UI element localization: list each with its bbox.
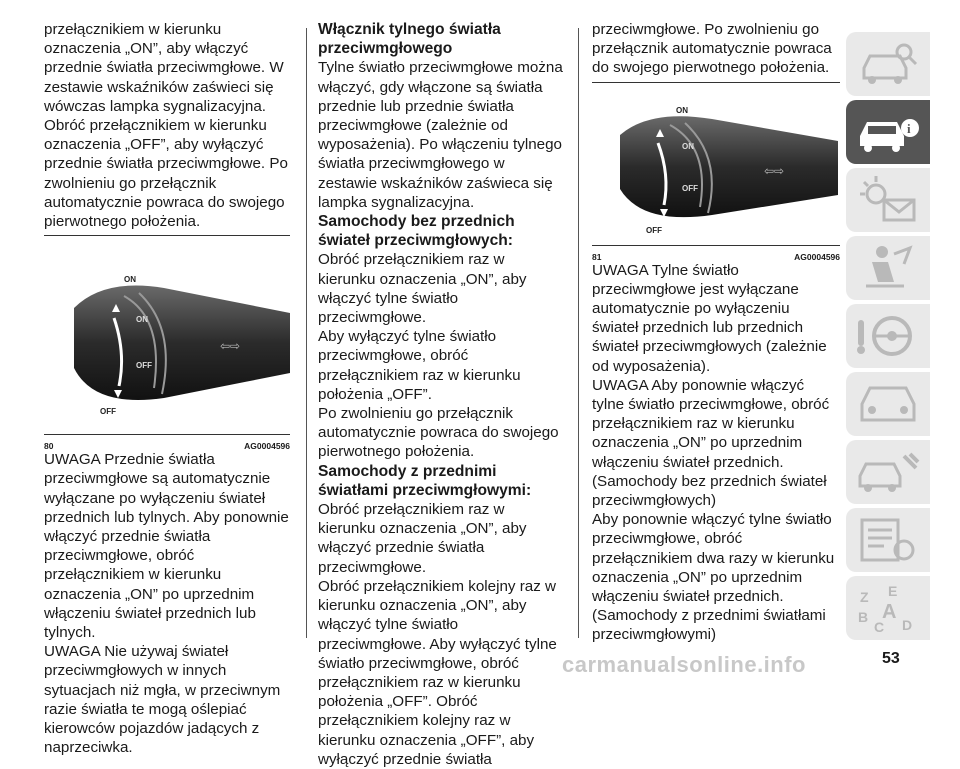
paragraph: Obróć przełącznikiem raz w kierunku oznaczenia „ON”, aby włączyć tylne światło przeciwmgłowe. xyxy=(318,251,527,327)
fog-light-lever-illustration xyxy=(592,95,838,245)
svg-text:D: D xyxy=(902,617,913,633)
svg-text:A: A xyxy=(882,601,897,623)
tab-emergency[interactable] xyxy=(846,372,930,436)
section-heading: Samochody bez przednich świateł przeciwmgłowych: xyxy=(318,213,515,250)
column-right xyxy=(592,20,840,645)
note-paragraph: UWAGA Aby ponownie włączyć tylne światło przeciwmgłowe, obróć przełącznikiem raz w kierunku oznaczenia „ON” po uprzednim włączeniu świateł przednich. (Samochody bez przednich świateł przeciwmgłowych) xyxy=(592,376,830,510)
tab-car-info[interactable] xyxy=(846,100,930,164)
airbag-seat-icon xyxy=(854,242,922,294)
column-divider xyxy=(306,28,307,638)
warning-lights-envelope-icon xyxy=(854,174,922,226)
note-paragraph: UWAGA Tylne światło przeciwmgłowe jest wyłączane automatycznie po wyłączeniu świateł przednich lub przednich świateł przeciwmgłowych (zależnie od wyposażenia). xyxy=(592,261,827,375)
tab-starting-driving[interactable] xyxy=(846,304,930,368)
page-number: 53 xyxy=(882,650,900,667)
svg-text:i: i xyxy=(907,121,911,136)
paragraph: Obróć przełącznikiem raz w kierunku oznaczenia „ON”, aby włączyć przednie światła przeciwmgłowe. xyxy=(318,501,527,576)
tab-safety[interactable] xyxy=(846,236,930,300)
tab-maintenance[interactable] xyxy=(846,440,930,504)
turn-arrows-icon: ⇦⇨ xyxy=(764,163,785,178)
note-paragraph: UWAGA Przednie światła przeciwmgłowe są automatycznie wyłączane po wyłączeniu świateł przednich lub tylnych. Aby ponownie włączyć przednie światła przeciwmgłowe, obróć przełącznikiem w kierunku oznaczenia „ON” po uprzednim włączeniu świateł przednich lub tylnych. xyxy=(44,451,289,642)
tab-technical-data[interactable] xyxy=(846,508,930,572)
turn-arrows-icon: ⇦⇨ xyxy=(220,339,241,354)
fog-light-lever-illustration xyxy=(44,258,290,434)
paragraph: przełącznikiem w kierunku oznaczenia „ON”, aby włączyć przednie światła przeciwmgłowe. W zestawie wskaźników zaświeci się wówczas lampka sygnalizacyjna. Obróć przełącznikiem w kierunku oznaczenia „OFF”, aby wyłączyć przednie światła przeciwmgłowe. Po zwolnieniu go przełącznik automatycznie powraca do swojego pierwotnego położenia. xyxy=(44,21,288,231)
car-front-icon xyxy=(854,378,922,430)
figure-caption xyxy=(592,245,840,262)
section-heading: Włącznik tylnego światła przeciwmgłowego xyxy=(318,21,501,58)
section-heading: Samochody z przednimi światłami przeciwmgłowymi: xyxy=(318,462,532,499)
label-off: OFF xyxy=(646,225,662,235)
label-on: ON xyxy=(124,275,136,285)
tab-index[interactable] xyxy=(846,576,930,640)
car-wrench-icon xyxy=(854,446,922,498)
tab-car-overview[interactable] xyxy=(846,32,930,96)
figure-number: 81 xyxy=(592,251,602,262)
paragraph: Po zwolnieniu go przełącznik automatycznie powraca do swojego pierwotnego położenia. xyxy=(318,405,559,461)
paragraph: Aby wyłączyć tylne światło przeciwmgłowe, obróć przełącznikiem raz w kierunku położenia „OFF”. xyxy=(318,328,521,403)
svg-text:B: B xyxy=(858,609,869,625)
lever-label-on-small: ON xyxy=(136,315,148,325)
list-settings-icon xyxy=(854,514,922,566)
paragraph: Tylne światło przeciwmgłowe można włączyć, gdy włączone są światła przednie lub przednie światła przeciwmgłowe (zależnie od wyposażenia). Po włączeniu tylnego światła przeciwmgłowego w zestawie wskaźników zaświeca się lampka sygnalizacyjna. xyxy=(318,59,563,211)
watermark: carmanualsonline.info xyxy=(562,652,806,677)
column-divider xyxy=(578,28,579,638)
paragraph: przeciwmgłowe. Po zwolnieniu go przełącznik automatycznie powraca do swojego pierwotnego położenia. xyxy=(592,21,832,77)
lever-label-off-small: OFF xyxy=(136,361,152,371)
figure-caption xyxy=(44,434,290,452)
label-off: OFF xyxy=(100,407,116,417)
column-middle xyxy=(318,20,566,769)
lever-label-on-small: ON xyxy=(682,141,694,151)
figure-code: AG0004596 xyxy=(794,251,840,262)
lever-label-off-small: OFF xyxy=(682,183,698,193)
paragraph: Obróć przełącznikiem kolejny raz w kierunku oznaczenia „ON”, aby włączyć tylne światło przeciwmgłowe. Aby wyłączyć tylne światło przeciwmgłowe, obróć przełącznikiem raz w kierunku położenia „OFF”. Obróć przełącznikiem kolejny raz w kierunku oznaczenia „OFF”, aby wyłączyć przednie światła xyxy=(318,577,557,768)
tab-warning-lights[interactable] xyxy=(846,168,930,232)
steering-key-icon xyxy=(854,310,922,362)
divider xyxy=(592,82,840,83)
alphabet-index-icon xyxy=(854,582,922,634)
figure-lever-81 xyxy=(592,95,838,245)
figure-number: 80 xyxy=(44,441,54,452)
column-left xyxy=(44,20,290,757)
car-search-icon xyxy=(854,38,922,90)
label-on: ON xyxy=(676,105,688,115)
svg-text:E: E xyxy=(888,583,898,599)
svg-text:C: C xyxy=(874,619,885,635)
svg-text:Z: Z xyxy=(860,589,869,605)
note-paragraph: UWAGA Nie używaj świateł przeciwmgłowych w innych sytuacjach niż mgła, w przeciwnym razie światła te mogą oślepiać kierowców pojazdów jadących z naprzeciwka. xyxy=(44,643,281,757)
car-info-icon xyxy=(854,106,922,158)
divider xyxy=(44,235,290,236)
paragraph: Aby ponownie włączyć tylne światło przeciwmgłowe, obróć przełącznikiem dwa razy w kierunku oznaczenia „ON” po uprzednim włączeniu świateł przednich. (Samochody z przednimi światłami przeciwmgłowymi) xyxy=(592,511,835,644)
figure-code: AG0004596 xyxy=(244,441,290,452)
chapter-tabs xyxy=(846,32,930,644)
figure-lever-80 xyxy=(44,258,290,434)
